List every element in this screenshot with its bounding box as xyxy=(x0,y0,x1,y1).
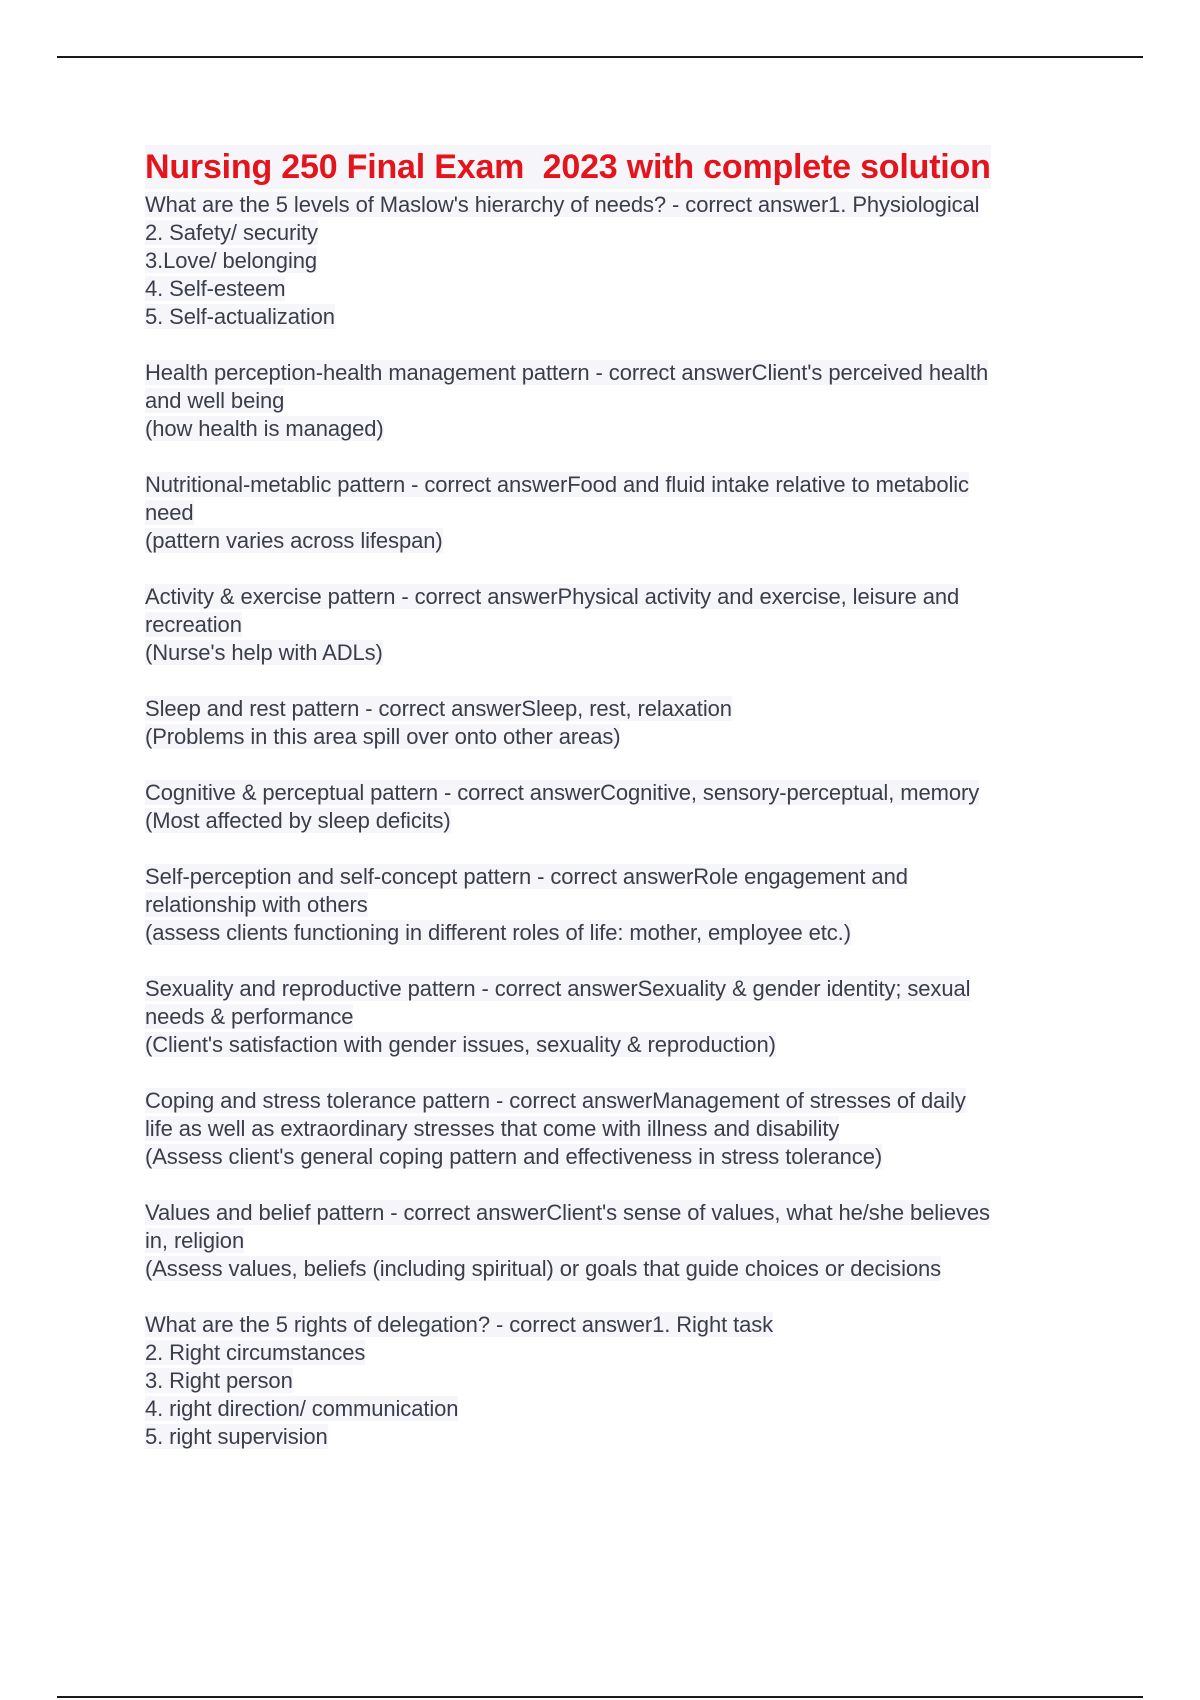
qa-line-text: recreation xyxy=(145,612,242,637)
qa-line-text: in, religion xyxy=(145,1228,245,1253)
qa-line-text: 5. right supervision xyxy=(145,1424,328,1449)
qa-line-text: (Nurse's help with ADLs) xyxy=(145,640,383,665)
qa-question-line xyxy=(145,975,1085,1003)
qa-list xyxy=(145,191,1085,1451)
qa-question-line xyxy=(145,1087,1085,1115)
qa-item xyxy=(145,359,1085,443)
qa-answer-line xyxy=(145,1255,1085,1283)
qa-answer-line xyxy=(145,1227,1085,1255)
qa-line-text: (Client's satisfaction with gender issues, sexuality & reproduction) xyxy=(145,1032,776,1057)
qa-answer-line xyxy=(145,527,1085,555)
qa-question-line xyxy=(145,779,1085,807)
qa-line-text: Sexuality and reproductive pattern - correct answerSexuality & gender identity; sexual xyxy=(145,976,971,1001)
qa-line-text: (Assess values, beliefs (including spiritual) or goals that guide choices or decisions xyxy=(145,1256,942,1281)
qa-line-text: relationship with others xyxy=(145,892,368,917)
qa-answer-line xyxy=(145,247,1085,275)
qa-line-text: 4. right direction/ communication xyxy=(145,1396,459,1421)
qa-line-text: 2. Right circumstances xyxy=(145,1340,366,1365)
qa-answer-line xyxy=(145,1115,1085,1143)
qa-item xyxy=(145,1087,1085,1171)
qa-item xyxy=(145,695,1085,751)
qa-item xyxy=(145,191,1085,331)
qa-line-text: (Most affected by sleep deficits) xyxy=(145,808,451,833)
qa-question-line xyxy=(145,1199,1085,1227)
qa-item xyxy=(145,583,1085,667)
qa-answer-line xyxy=(145,1339,1085,1367)
qa-question-line xyxy=(145,359,1085,387)
qa-answer-line xyxy=(145,1395,1085,1423)
qa-answer-line xyxy=(145,891,1085,919)
qa-answer-line xyxy=(145,1367,1085,1395)
qa-line-text: (pattern varies across lifespan) xyxy=(145,528,443,553)
qa-line-text: needs & performance xyxy=(145,1004,354,1029)
qa-item xyxy=(145,1311,1085,1451)
qa-question-line xyxy=(145,191,1085,219)
qa-line-text: (assess clients functioning in different roles of life: mother, employee etc.) xyxy=(145,920,851,945)
qa-line-text: and well being xyxy=(145,388,285,413)
qa-question-line xyxy=(145,471,1085,499)
qa-line-text: 2. Safety/ security xyxy=(145,220,318,245)
qa-answer-line xyxy=(145,1423,1085,1451)
qa-line-text: (how health is managed) xyxy=(145,416,384,441)
qa-line-text: Cognitive & perceptual pattern - correct answerCognitive, sensory-perceptual, memory xyxy=(145,780,980,805)
document-body xyxy=(145,145,1085,1479)
qa-line-text: (Assess client's general coping pattern and effectiveness in stress tolerance) xyxy=(145,1144,883,1169)
qa-answer-line xyxy=(145,275,1085,303)
qa-line-text: need xyxy=(145,500,194,525)
qa-answer-line xyxy=(145,219,1085,247)
qa-answer-line xyxy=(145,1143,1085,1171)
qa-answer-line xyxy=(145,1003,1085,1031)
qa-line-text: Sleep and rest pattern - correct answerSleep, rest, relaxation xyxy=(145,696,732,721)
qa-item xyxy=(145,779,1085,835)
qa-line-text: Health perception-health management pattern - correct answerClient's perceived health xyxy=(145,360,989,385)
qa-answer-line xyxy=(145,387,1085,415)
qa-line-text: 4. Self-esteem xyxy=(145,276,286,301)
qa-answer-line xyxy=(145,415,1085,443)
qa-line-text: Coping and stress tolerance pattern - correct answerManagement of stresses of daily xyxy=(145,1088,966,1113)
qa-answer-line xyxy=(145,303,1085,331)
qa-answer-line xyxy=(145,1031,1085,1059)
document-title: Nursing 250 Final Exam 2023 with complete solution xyxy=(145,145,991,189)
qa-line-text: Activity & exercise pattern - correct answerPhysical activity and exercise, leisure and xyxy=(145,584,960,609)
qa-line-text: Self-perception and self-concept pattern - correct answerRole engagement and xyxy=(145,864,908,889)
qa-line-text: What are the 5 levels of Maslow's hierarchy of needs? - correct answer1. Physiological xyxy=(145,192,980,217)
qa-question-line xyxy=(145,1311,1085,1339)
qa-question-line xyxy=(145,863,1085,891)
qa-question-line xyxy=(145,695,1085,723)
qa-answer-line xyxy=(145,611,1085,639)
qa-answer-line xyxy=(145,807,1085,835)
qa-answer-line xyxy=(145,723,1085,751)
qa-item xyxy=(145,471,1085,555)
qa-line-text: (Problems in this area spill over onto other areas) xyxy=(145,724,621,749)
qa-answer-line xyxy=(145,919,1085,947)
qa-line-text: Nutritional-metablic pattern - correct answerFood and fluid intake relative to metabolic xyxy=(145,472,969,497)
qa-answer-line xyxy=(145,639,1085,667)
qa-line-text: 3.Love/ belonging xyxy=(145,248,318,273)
qa-line-text: Values and belief pattern - correct answerClient's sense of values, what he/she believes xyxy=(145,1200,990,1225)
qa-item xyxy=(145,863,1085,947)
qa-line-text: 3. Right person xyxy=(145,1368,293,1393)
qa-line-text: What are the 5 rights of delegation? - correct answer1. Right task xyxy=(145,1312,774,1337)
qa-line-text: 5. Self-actualization xyxy=(145,304,335,329)
qa-item xyxy=(145,975,1085,1059)
qa-question-line xyxy=(145,583,1085,611)
bottom-rule xyxy=(57,1696,1143,1698)
qa-item xyxy=(145,1199,1085,1283)
qa-line-text: life as well as extraordinary stresses that come with illness and disability xyxy=(145,1116,840,1141)
top-rule xyxy=(57,56,1143,58)
qa-answer-line xyxy=(145,499,1085,527)
